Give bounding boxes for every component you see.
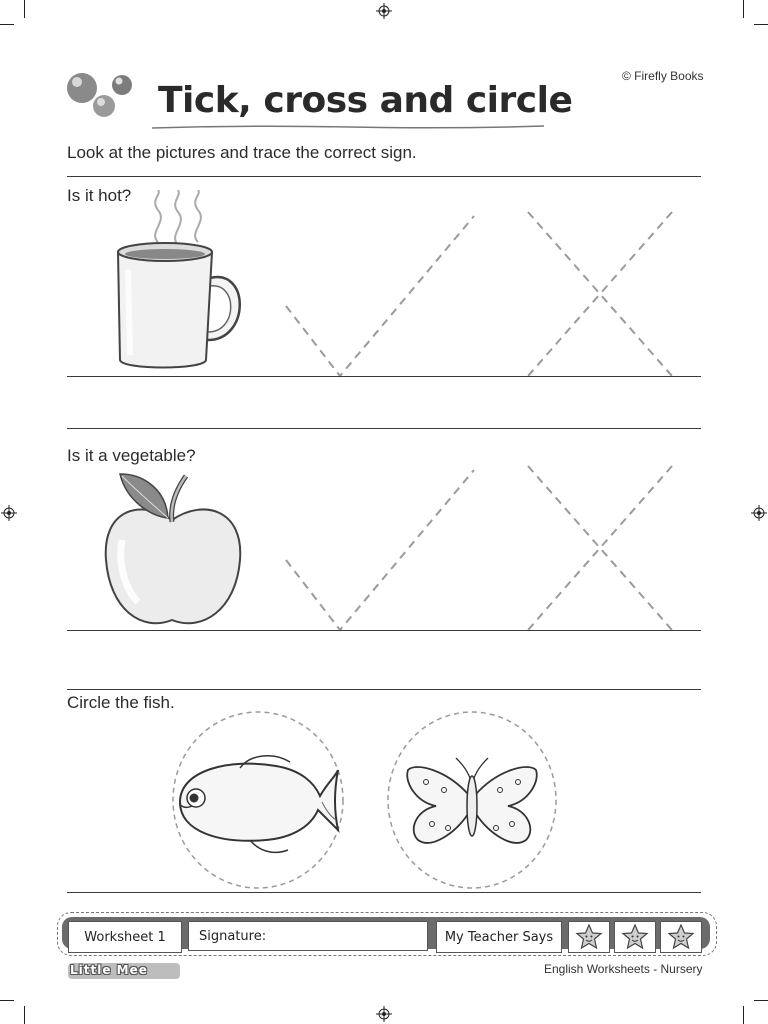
question-2-text: Is it a vegetable?: [67, 446, 196, 465]
registration-mark-icon: [376, 3, 392, 19]
star-face-icon: [575, 924, 603, 950]
registration-mark-icon: [1, 505, 17, 521]
divider: [67, 892, 701, 893]
tick-trace-icon[interactable]: [280, 462, 480, 634]
copyright-text: © Firefly Books: [622, 69, 704, 83]
teacher-says-label: [436, 921, 562, 953]
star-rating-3[interactable]: [660, 921, 702, 953]
fish-icon: [180, 756, 338, 853]
crop-mark: [0, 24, 14, 25]
star-rating-2[interactable]: [614, 921, 656, 953]
signature-label: Signature:: [199, 928, 267, 944]
apple-icon: [100, 470, 245, 632]
registration-mark-icon: [376, 1006, 392, 1022]
fish-option[interactable]: [170, 710, 346, 890]
divider: [67, 428, 701, 429]
signature-field[interactable]: [188, 921, 428, 951]
tick-trace-icon[interactable]: [280, 208, 480, 380]
bubbles-logo-icon: [64, 68, 136, 120]
circle-task-text: Circle the fish.: [67, 693, 175, 712]
registration-mark-icon: [751, 505, 767, 521]
crop-mark: [743, 1006, 744, 1024]
star-face-icon: [667, 924, 695, 950]
teacher-says-text: My Teacher Says: [444, 929, 554, 945]
divider: [67, 630, 701, 631]
cross-trace-icon[interactable]: [520, 462, 680, 634]
divider: [67, 376, 701, 377]
crop-mark: [743, 0, 744, 18]
instruction-text: Look at the pictures and trace the correct sign.: [67, 143, 417, 162]
crop-mark: [754, 24, 768, 25]
crop-mark: [754, 1000, 768, 1001]
question-1-text: Is it hot?: [67, 186, 132, 205]
series-text: English Worksheets - Nursery: [544, 962, 703, 976]
brand-logo: Little Mee: [70, 963, 148, 977]
star-rating-1[interactable]: [568, 921, 610, 953]
worksheet-label-text: Worksheet 1: [84, 929, 166, 945]
page-title: Tick, cross and circle: [158, 80, 573, 121]
crop-mark: [24, 1006, 25, 1024]
star-face-icon: [621, 924, 649, 950]
crop-mark: [0, 1000, 14, 1001]
steaming-mug-icon: [100, 190, 260, 375]
title-underline: [150, 122, 546, 132]
crop-mark: [24, 0, 25, 18]
divider: [67, 689, 701, 690]
butterfly-icon: [407, 758, 537, 843]
worksheet-label: [68, 921, 182, 953]
cross-trace-icon[interactable]: [520, 208, 680, 380]
butterfly-option[interactable]: [386, 710, 558, 890]
divider: [67, 176, 701, 177]
